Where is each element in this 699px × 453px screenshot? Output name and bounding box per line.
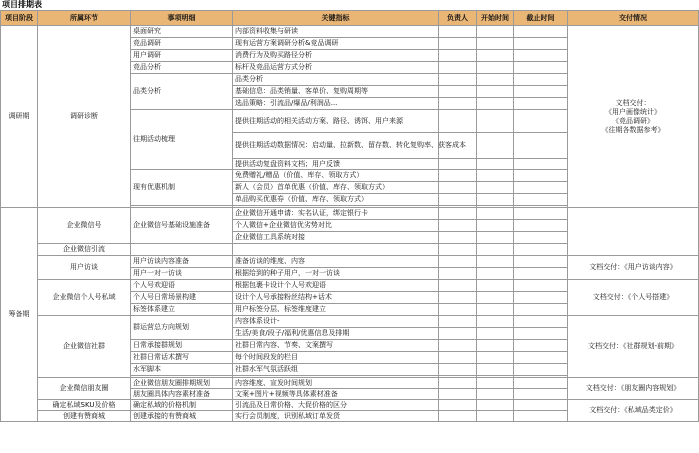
owner-cell[interactable] [439, 110, 477, 133]
metric-cell: 单品购买优惠券（价值、库存、领取方式） [233, 194, 439, 206]
col-header-start: 开始时间 [477, 11, 514, 26]
stage-cell: 确定私域SKU及价格 [38, 400, 131, 411]
start-cell[interactable] [477, 86, 514, 98]
metric-cell: 新人（会员）首单优惠（价值、库存、领取方式） [233, 182, 439, 194]
end-cell[interactable] [514, 389, 568, 400]
item-cell: 往期活动梳理 [131, 110, 233, 170]
item-cell: 用户一对一访谈 [131, 268, 233, 280]
deliver-line: 《往期各数据参考》 [601, 125, 665, 134]
owner-cell[interactable] [439, 50, 477, 62]
header-row [1, 11, 699, 26]
start-cell[interactable] [477, 389, 514, 400]
start-cell[interactable] [477, 170, 514, 182]
end-cell[interactable] [514, 170, 568, 182]
metric-cell: 设计个人号承接粉丝结构+话术 [233, 292, 439, 304]
metric-cell: 内容体系设计- [233, 316, 439, 328]
sheet-title: 项目排期表 [2, 0, 42, 9]
end-cell[interactable] [514, 378, 568, 389]
metric-cell: 基础信息：品类销量、客单价、复购周期等 [233, 86, 439, 98]
end-cell[interactable] [514, 280, 568, 292]
end-cell[interactable] [514, 62, 568, 74]
item-cell: 企业微信号基础设施准备 [131, 208, 233, 244]
metric-cell: 标杆及竞品运营方式分析 [233, 62, 439, 74]
end-cell[interactable] [514, 352, 568, 364]
start-cell[interactable] [477, 62, 514, 74]
deliver-cell-research [568, 26, 699, 208]
metric-cell: 用户标签分层、标签维度建立 [233, 304, 439, 316]
start-cell[interactable] [477, 159, 514, 170]
metric-cell: 选品策略：引流品/爆品/利润品... [233, 98, 439, 110]
metric-cell: 提供活动复盘资料文档；用户反馈 [233, 159, 439, 170]
item-cell: 创建承接的有赞商城 [131, 411, 233, 422]
end-cell[interactable] [514, 26, 568, 38]
end-cell[interactable] [514, 182, 568, 194]
metric-cell: 每个时间段发的栏目 [233, 352, 439, 364]
end-cell[interactable] [514, 98, 568, 110]
deliver-cell: 文档交付：《用户访谈内容》 [568, 256, 699, 280]
owner-cell[interactable] [439, 292, 477, 304]
owner-cell[interactable] [439, 170, 477, 182]
end-cell[interactable] [514, 110, 568, 133]
owner-cell[interactable] [439, 74, 477, 86]
owner-cell[interactable] [439, 268, 477, 280]
owner-cell[interactable] [439, 26, 477, 38]
item-cell: 日常承接群规划 [131, 340, 233, 352]
metric-cell: 消费行为及购买路径分析 [233, 50, 439, 62]
end-cell[interactable] [514, 50, 568, 62]
start-cell[interactable] [477, 38, 514, 50]
item-cell: 竞品调研 [131, 38, 233, 50]
item-cell: 用户调研 [131, 50, 233, 62]
end-cell[interactable] [514, 292, 568, 304]
start-cell[interactable] [477, 364, 514, 376]
end-cell[interactable] [514, 411, 568, 422]
start-cell[interactable] [477, 74, 514, 86]
metric-cell: 现有运营方案调研分析&竞品调研 [233, 38, 439, 50]
end-cell[interactable] [514, 220, 568, 232]
col-header-item: 事项明细 [131, 11, 233, 26]
stage-cell: 企业微信社群 [38, 316, 131, 378]
item-cell: 品类分析 [131, 74, 233, 110]
col-header-deliver: 交付情况 [568, 11, 699, 26]
owner-cell[interactable] [439, 389, 477, 400]
schedule-table [0, 10, 699, 422]
item-cell: 现有优惠机制 [131, 170, 233, 206]
owner-cell[interactable] [439, 194, 477, 206]
deliver-cell: 文档交付：《私域品类定价》 [568, 400, 699, 422]
owner-cell[interactable] [439, 86, 477, 98]
item-cell: 标签体系建立 [131, 304, 233, 316]
start-cell[interactable] [477, 50, 514, 62]
start-cell[interactable] [477, 256, 514, 268]
metric-cell: 企业微信开通申请：实名认证，绑定银行卡 [233, 208, 439, 220]
owner-cell[interactable] [439, 232, 477, 244]
metric-cell: 内部资料收集与研读 [233, 26, 439, 38]
deliver-cell [568, 208, 699, 256]
metric-cell: 提供往期活动数据情况：启动量、拉新数、留存数、转化复购率、获客成本 [233, 133, 439, 159]
start-cell[interactable] [477, 208, 514, 220]
start-cell[interactable] [477, 378, 514, 389]
metric-cell: 文案+图片+视频等具体素材准备 [233, 389, 439, 400]
metric-cell: 根据给到的种子用户，一对一访谈 [233, 268, 439, 280]
metric-cell: 社群水军气氛活跃组 [233, 364, 439, 376]
start-cell[interactable] [477, 411, 514, 422]
deliver-line: 《竞品调研》 [612, 116, 654, 125]
metric-cell: 免费赠礼/赠品（价值、库存、领取方式） [233, 170, 439, 182]
owner-cell[interactable] [439, 340, 477, 352]
metric-cell: 社群日常内容、节奏、文案撰写 [233, 340, 439, 352]
deliver-cell: 文档交付：《朋友圈内容规划》 [568, 378, 699, 400]
col-header-owner: 负责人 [439, 11, 477, 26]
owner-cell[interactable] [439, 38, 477, 50]
item-cell: 个人号欢迎语 [131, 280, 233, 292]
owner-cell[interactable] [439, 220, 477, 232]
start-cell[interactable] [477, 194, 514, 206]
end-cell[interactable] [514, 268, 568, 280]
item-cell: 企业微信朋友圈排期规划 [131, 378, 233, 389]
phase-cell-prepare: 筹备期 [1, 208, 38, 422]
owner-cell[interactable] [439, 378, 477, 389]
end-cell[interactable] [514, 400, 568, 411]
end-cell[interactable] [514, 194, 568, 206]
owner-cell[interactable] [439, 256, 477, 268]
owner-cell[interactable] [439, 352, 477, 364]
item-cell: 桌面研究 [131, 26, 233, 38]
end-cell[interactable] [514, 208, 568, 220]
stage-cell: 企业微信引流 [38, 244, 131, 256]
owner-cell[interactable] [439, 280, 477, 292]
end-cell[interactable] [514, 232, 568, 244]
stage-cell: 企业微信号 [38, 208, 131, 244]
metric-cell: 引流品及日常价格、大促价格的区分 [233, 400, 439, 411]
deliver-line: 文档交付： [615, 98, 651, 107]
item-cell [131, 244, 233, 256]
stage-cell: 创建有赞商城 [38, 411, 131, 422]
metric-cell: 准备访谈的维度、内容 [233, 256, 439, 268]
start-cell[interactable] [477, 304, 514, 316]
end-cell[interactable] [514, 316, 568, 328]
start-cell[interactable] [477, 292, 514, 304]
owner-cell[interactable] [439, 62, 477, 74]
metric-cell: 实行会员制度，识别私域订单发货 [233, 411, 439, 422]
owner-cell[interactable] [439, 411, 477, 422]
owner-cell[interactable] [439, 316, 477, 328]
item-cell: 朋友圈具体内容素材准备 [131, 389, 233, 400]
col-header-stage: 所属环节 [38, 11, 131, 26]
end-cell[interactable] [514, 364, 568, 376]
col-header-phase: 项目阶段 [1, 11, 38, 26]
item-cell: 确定私域的价格机制 [131, 400, 233, 411]
stage-cell: 企业微信朋友圈 [38, 378, 131, 400]
deliver-cell: 文档交付：《个人号搭建》 [568, 280, 699, 316]
item-cell: 竞品分析 [131, 62, 233, 74]
owner-cell[interactable] [439, 159, 477, 170]
start-cell[interactable] [477, 110, 514, 133]
item-cell: 个人号日常场景构建 [131, 292, 233, 304]
start-cell[interactable] [477, 133, 514, 159]
item-cell: 社群日常话术撰写 [131, 352, 233, 364]
end-cell[interactable] [514, 304, 568, 316]
table-row [1, 316, 699, 328]
table-row [1, 208, 699, 220]
start-cell[interactable] [477, 220, 514, 232]
end-cell[interactable] [514, 159, 568, 170]
end-cell[interactable] [514, 340, 568, 352]
start-cell[interactable] [477, 26, 514, 38]
owner-cell[interactable] [439, 244, 477, 256]
metric-cell: 品类分析 [233, 74, 439, 86]
metric-cell: 内容维度、宣发时间规划 [233, 378, 439, 389]
metric-cell: 根据包裹卡设计个人号欢迎语 [233, 280, 439, 292]
owner-cell[interactable] [439, 304, 477, 316]
table-row [1, 400, 699, 411]
start-cell[interactable] [477, 268, 514, 280]
start-cell[interactable] [477, 328, 514, 340]
table-row [1, 280, 699, 292]
end-cell[interactable] [514, 38, 568, 50]
phase-cell-research: 调研期 [1, 26, 38, 208]
end-cell[interactable] [514, 74, 568, 86]
start-cell[interactable] [477, 316, 514, 328]
stage-cell: 用户访谈 [38, 256, 131, 280]
owner-cell[interactable] [439, 400, 477, 411]
end-cell[interactable] [514, 244, 568, 256]
start-cell[interactable] [477, 400, 514, 411]
start-cell[interactable] [477, 244, 514, 256]
start-cell[interactable] [477, 232, 514, 244]
item-cell: 用户访谈内容准备 [131, 256, 233, 268]
deliver-cell: 文档交付：《社群规划-前期》 [568, 316, 699, 378]
table-row [1, 378, 699, 389]
owner-cell[interactable] [439, 364, 477, 376]
metric-cell [233, 244, 439, 256]
end-cell[interactable] [514, 328, 568, 340]
item-cell: 群运营总方向规划 [131, 316, 233, 340]
start-cell[interactable] [477, 280, 514, 292]
metric-cell: 企业微信工具系统对接 [233, 232, 439, 244]
table-row [1, 256, 699, 268]
metric-cell: 生活/美食/段子/福利/优惠信息及排期 [233, 328, 439, 340]
item-cell: 水军脚本 [131, 364, 233, 376]
col-header-metric: 关键指标 [233, 11, 439, 26]
start-cell[interactable] [477, 340, 514, 352]
metric-cell: 提供往期活动的相关活动方案、路径、诱饵、用户来源 [233, 110, 439, 133]
start-cell[interactable] [477, 352, 514, 364]
owner-cell[interactable] [439, 328, 477, 340]
table-row [1, 26, 699, 38]
stage-cell: 企业微信个人号私域 [38, 280, 131, 316]
owner-cell[interactable] [439, 98, 477, 110]
deliver-line: 《用户画像统计》 [605, 107, 661, 116]
col-header-end: 截止时间 [514, 11, 568, 26]
end-cell[interactable] [514, 133, 568, 159]
metric-cell: 个人微信+企业微信优劣势对比 [233, 220, 439, 232]
stage-cell-diagnosis: 调研诊断 [38, 26, 131, 208]
owner-cell[interactable] [439, 208, 477, 220]
end-cell[interactable] [514, 86, 568, 98]
start-cell[interactable] [477, 182, 514, 194]
end-cell[interactable] [514, 256, 568, 268]
owner-cell[interactable] [439, 182, 477, 194]
start-cell[interactable] [477, 98, 514, 110]
